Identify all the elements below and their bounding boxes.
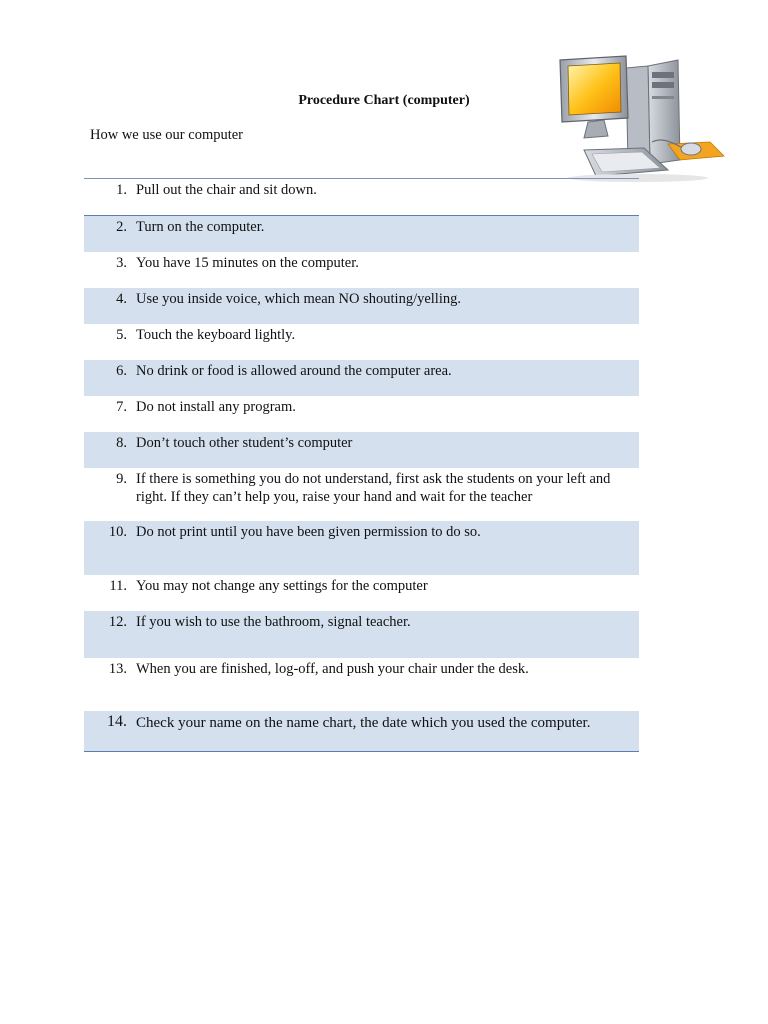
step-text: If you wish to use the bathroom, signal teacher. xyxy=(136,614,411,630)
list-item xyxy=(84,711,639,751)
step-number: 1. xyxy=(116,182,127,198)
page-subtitle: How we use our computer xyxy=(90,127,244,143)
step-number: 7. xyxy=(116,399,127,415)
step-text: If there is something you do not understand, first ask the students on your left and right. If they can’t help you, raise your hand and wait for the teacher xyxy=(136,471,611,505)
list-item xyxy=(84,288,639,324)
list-item xyxy=(84,521,639,575)
list-item xyxy=(84,179,639,215)
step-number: 5. xyxy=(116,327,127,343)
step-text: No drink or food is allowed around the computer area. xyxy=(136,363,452,379)
list-item xyxy=(84,658,639,711)
step-text: Turn on the computer. xyxy=(136,219,265,235)
step-number: 14. xyxy=(107,713,127,730)
list-item xyxy=(84,432,639,468)
list-item xyxy=(84,468,639,521)
list-item xyxy=(84,324,639,360)
step-text: Do not install any program. xyxy=(136,399,296,415)
desktop-computer-icon xyxy=(548,52,728,184)
step-text: Check your name on the name chart, the date which you used the computer. xyxy=(136,715,591,731)
step-text: Use you inside voice, which mean NO shouting/yelling. xyxy=(136,291,461,307)
step-number: 2. xyxy=(116,219,127,235)
step-text: You may not change any settings for the computer xyxy=(136,578,428,594)
step-text: Don’t touch other student’s computer xyxy=(136,435,353,451)
step-text: You have 15 minutes on the computer. xyxy=(136,255,359,271)
step-text: When you are finished, log-off, and push your chair under the desk. xyxy=(136,661,529,677)
step-number: 6. xyxy=(116,363,127,379)
step-number: 13. xyxy=(108,661,127,677)
list-item xyxy=(84,360,639,396)
step-text: Pull out the chair and sit down. xyxy=(136,182,317,198)
list-item xyxy=(84,611,639,658)
list-item xyxy=(84,215,639,252)
step-number: 12. xyxy=(108,614,127,630)
step-number: 10. xyxy=(108,524,127,540)
procedure-table xyxy=(84,178,639,752)
step-number: 3. xyxy=(116,255,127,271)
step-number: 4. xyxy=(116,291,127,307)
list-item xyxy=(84,396,639,432)
step-number: 8. xyxy=(116,435,127,451)
page-title: Procedure Chart (computer) xyxy=(298,93,470,108)
step-text: Touch the keyboard lightly. xyxy=(136,327,296,343)
list-item xyxy=(84,252,639,288)
list-item xyxy=(84,575,639,611)
step-number: 9. xyxy=(116,471,127,487)
step-text: Do not print until you have been given permission to do so. xyxy=(136,524,481,540)
step-number: 11. xyxy=(109,578,127,594)
